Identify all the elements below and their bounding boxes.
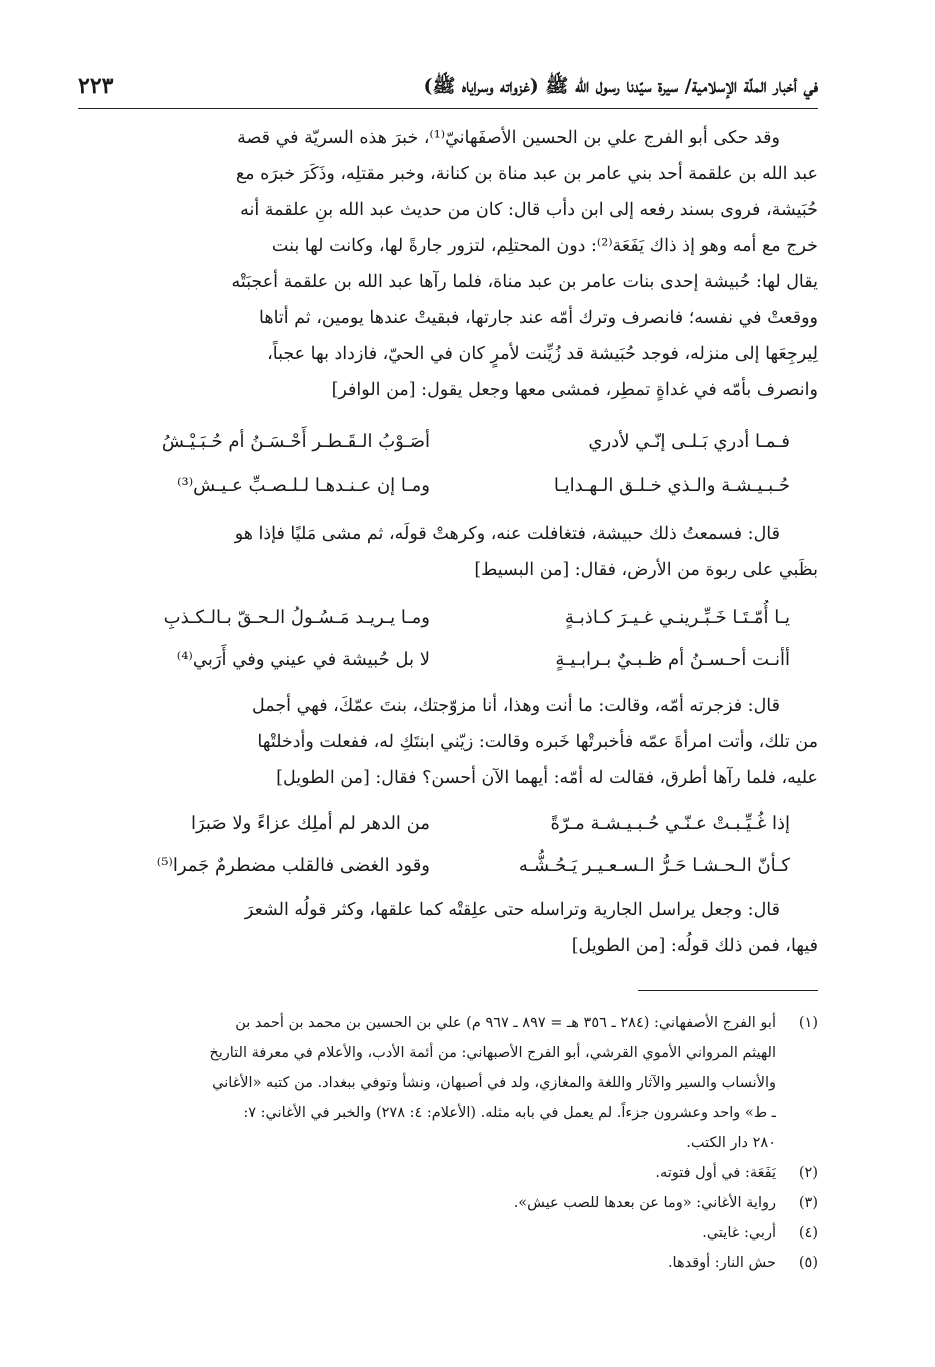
verse-hemistich: وقود الغضى فالقلب مضطرمٌ جَمرا⁽⁵⁾ bbox=[156, 855, 430, 876]
text-line: حُبَيشة، فروى بسند رفعه إلى ابن دأب قال: كان من حديث عبد الله بنِ علقمة أنه bbox=[240, 200, 818, 220]
verse-line bbox=[110, 468, 790, 504]
verse-hemistich: من الدهر لم أملِك عزاءً ولا صَبرَا bbox=[190, 813, 430, 834]
text-line: ووقعتْ في نفسه؛ فانصرف وترك أمّه عند جارتها، فبقيتْ عندها يومين، ثم أتاها bbox=[259, 308, 818, 328]
footnote bbox=[78, 1218, 818, 1248]
footnote-text: رواية الأغاني: «وما عن بعدها للصب عيش». bbox=[513, 1195, 776, 1211]
text-line: عبد الله بن علقمة أحد بني عامر بن عبد مناة بن كنانة، وخبر مقتلِه، وذَكَرَ خبرَه مع bbox=[235, 164, 818, 184]
verse-hemistich: فـمـا أدري بَـلـى إنّـي لأدري bbox=[588, 431, 790, 452]
verse-hemistich: حُـبـيـشـة والـذي خـلـق الـهـدايـا bbox=[553, 475, 790, 496]
running-title: في أخبار الملّة الإسلامية/ سيرة سيّدنا رسول الله ﷺ (غزواته وسراياه ﷺ) bbox=[423, 74, 818, 97]
footnote-text: حش النار: أوقدها. bbox=[667, 1255, 776, 1271]
text-line: وقد حكى أبو الفرج علي بن الحسين الأصفَهانيّ⁽¹⁾، خبرَ هذه السريّة في قصة bbox=[237, 128, 780, 148]
footnote-number: (١) bbox=[798, 1015, 818, 1031]
text-line: قال: فزجرته أمّه، وقالت: ما أنت وهذا، أنا مزوّجتك، بنتَ عمّكَ، فهي أجمل bbox=[251, 696, 780, 716]
text-line: وانصرف بأمّه في غداةٍ تمطِر، فمشى معها وجعل يقول: [من الوافر] bbox=[331, 380, 818, 400]
footnote-number: (٥) bbox=[798, 1255, 818, 1271]
verse-line bbox=[110, 806, 790, 842]
verse-line bbox=[110, 642, 790, 678]
footnote-text: أبو الفرج الأصفهاني: (٢٨٤ ـ ٣٥٦ هـ = ٨٩٧ ـ ٩٦٧ م) علي بن الحسين بن محمد بن أحمد بن bbox=[235, 1015, 776, 1031]
text-line: خرج مع أمه وهو إذ ذاك يَفَعَة⁽²⁾: دون المحتلِم، لتزور جارةً لها، وكانت لها بنت bbox=[271, 236, 818, 256]
text-line: من تلك، وأتت امرأةَ عمّه فأخبرتْها خَبره وقالت: زيّني ابنتَكِ له، ففعلت وأدخلتْها bbox=[257, 732, 818, 752]
footnote-text: أربي: غايتي. bbox=[702, 1225, 776, 1241]
footnote-text: يَفَعَة: في أول فتوته. bbox=[655, 1165, 776, 1181]
verse-line bbox=[110, 848, 790, 884]
footnote bbox=[78, 1248, 818, 1278]
verse-hemistich: لا بل حُبيشة في عيني وفي أَرَبي⁽⁴⁾ bbox=[176, 649, 430, 670]
footnote-text: ـ ط» واحد وعشرون جزءاً. لم يعمل في بابه مثله. (الأعلام: ٤: ٢٧٨) والخبر في الأغاني: ٧: bbox=[243, 1105, 776, 1121]
text-line: يقال لها: حُبيشة إحدى بنات عامر بن عبد مناة، فلما رآها عبد الله بن علقمة أعجبَتْه bbox=[231, 272, 818, 292]
verse-hemistich: يـا أُمّـتَـا خَـبِّـرينـي غـيـرَ كـاذبـةٍ bbox=[564, 607, 790, 628]
text-line: قال: وجعل يراسل الجارية وتراسله حتى علِقتْه كما علقها، وكثر قولُه الشعرَ bbox=[244, 900, 780, 920]
verse-line bbox=[110, 600, 790, 636]
verse-line bbox=[110, 424, 790, 460]
verse-hemistich: كـأنّ الـحـشـا حَـرُّ الـسـعـيـر يَـحُـشُّـه bbox=[518, 855, 790, 876]
verse-hemistich: إذا غُـيِّـبـتْ عـنّـي حُـبـيـشـة مـرّةً bbox=[550, 813, 790, 834]
verse-hemistich: ومـا يـريـد مَـسُـولُ الـحـقّ بـالـكـذبِ bbox=[163, 607, 430, 628]
footnote-text: والأنساب والسير والآثار واللغة والمغازي، ولد في أصبهان، ونشأ وتوفي ببغداد. من كتبه «الأغاني bbox=[212, 1075, 776, 1091]
text-line: لِيرجِعَها إلى منزله، فوجد حُبَيشة قد زُيِّنت لأمرٍ كان في الحيّ، فازداد بها عجباً، bbox=[267, 344, 818, 364]
verse-hemistich: أصَـوْبُ الـقَـطـر أَحْـسَـنُ أم حُـبَـيْـشُ bbox=[161, 431, 430, 452]
text-line: بظَبي على ربوة من الأرض، فقال: [من البسيط] bbox=[474, 560, 818, 580]
verse-hemistich: ومـا إن عـنـدهـا لـلـصـبِّ عـيـش⁽³⁾ bbox=[177, 475, 430, 496]
footnote-text: الهيثم المرواني الأموي القرشي، أبو الفرج الأصبهاني: من أئمة الأدب، والأعلام في معرفة التاريخ bbox=[209, 1045, 776, 1061]
text-line: فيها، فمن ذلك قولُه: [من الطويل] bbox=[571, 936, 818, 956]
running-header bbox=[78, 66, 818, 106]
text-line: قال: فسمعتُ ذلك حبيشة، فتغافلت عنه، وكرهتْ قولَه، ثم مشى مَليًا فإذا هو bbox=[234, 524, 780, 544]
footnote bbox=[78, 1158, 818, 1188]
footnote-number: (٣) bbox=[798, 1195, 818, 1211]
text-line: عليه، فلما رآها أطرق، فقالت له أمّه: أيهما الآن أحسن؟ فقال: [من الطويل] bbox=[276, 768, 818, 788]
footnote-number: (٤) bbox=[798, 1225, 818, 1241]
header-rule bbox=[78, 108, 818, 109]
footnote-rule bbox=[638, 990, 818, 991]
footnote-text: ٢٨٠ دار الكتب. bbox=[686, 1135, 776, 1151]
page-number: ٢٢٣ bbox=[78, 73, 114, 99]
footnote-number: (٢) bbox=[798, 1165, 818, 1181]
verse-hemistich: أأنـت أحـسـنُ أم ظـبـيٌ بـرابـيـةٍ bbox=[555, 649, 790, 670]
footnote bbox=[78, 1188, 818, 1218]
footnote bbox=[78, 1008, 818, 1038]
